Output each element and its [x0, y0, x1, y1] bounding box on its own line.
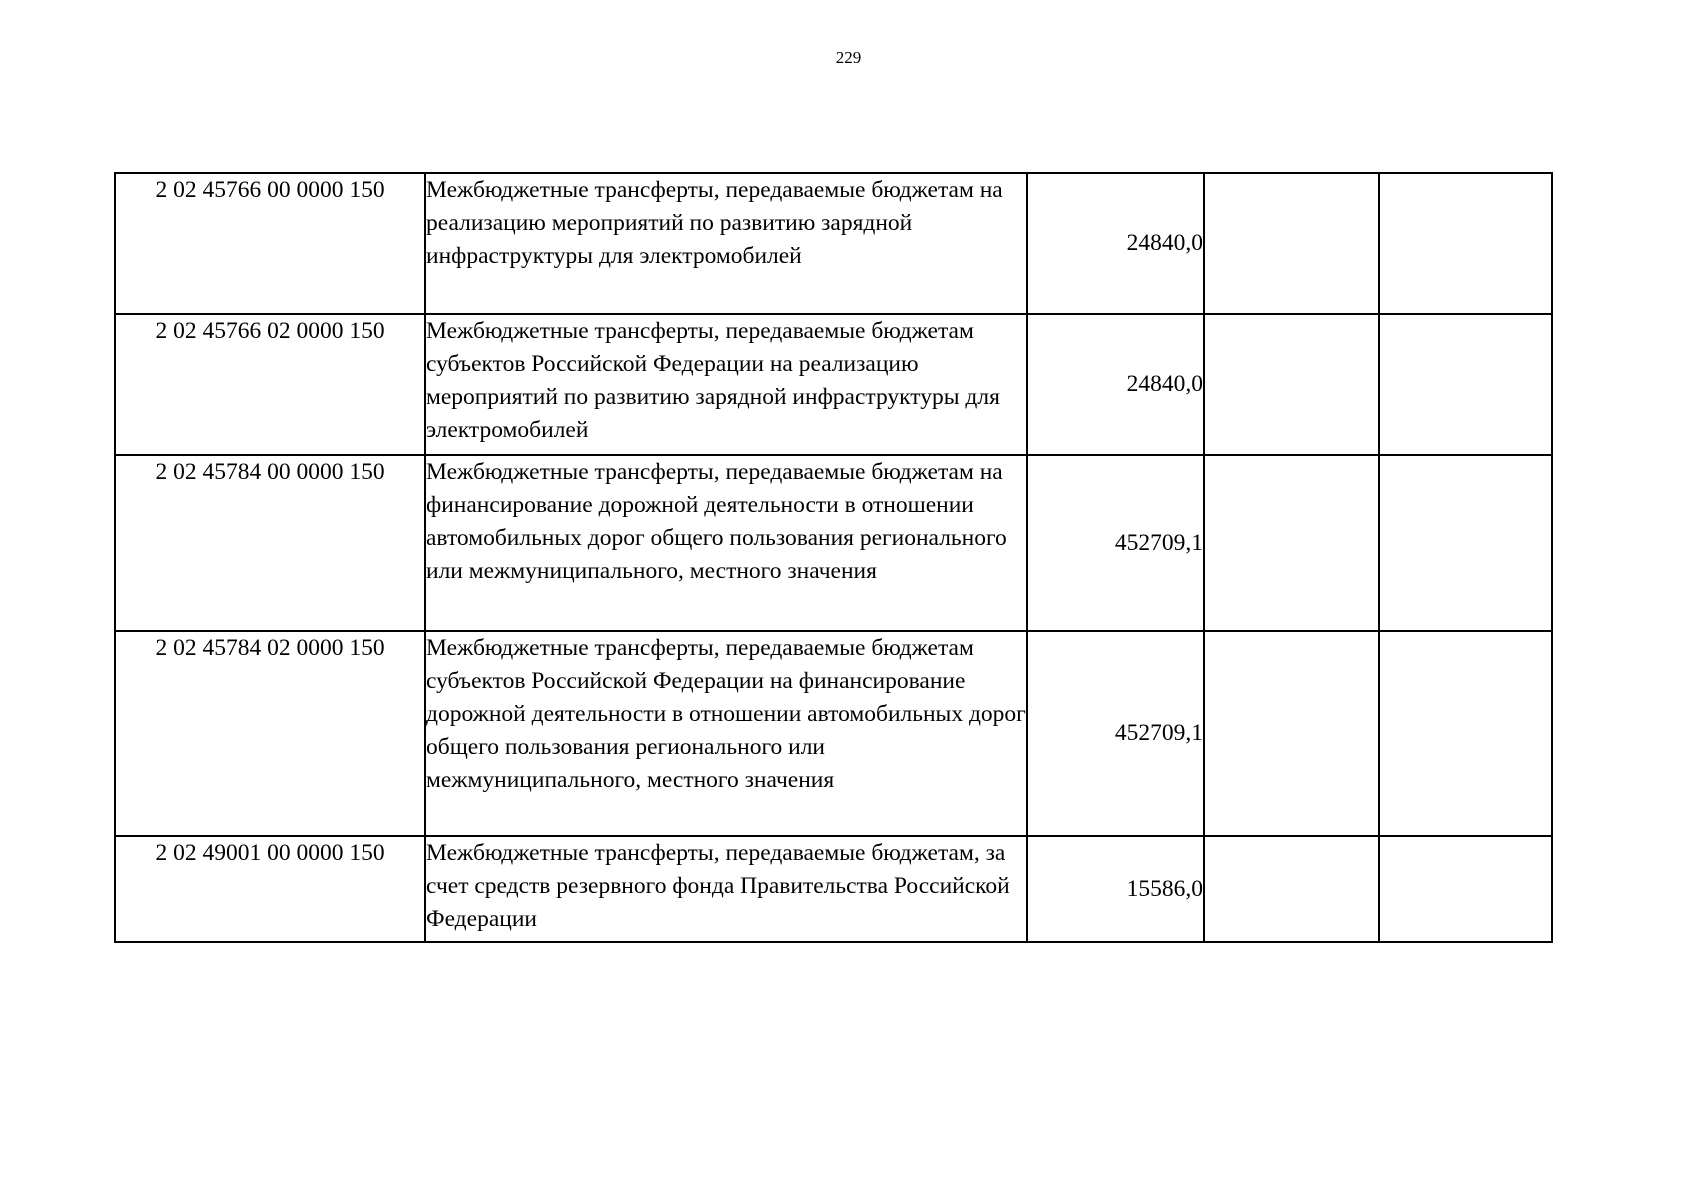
empty-cell — [1204, 455, 1379, 631]
description-cell: Межбюджетные трансферты, передаваемые бюджетам субъектов Российской Федерации на реализацию мероприятий по развитию зарядной инфраструктуры для электромобилей — [425, 314, 1027, 455]
page-number: 229 — [835, 48, 862, 67]
table-row — [115, 314, 1552, 455]
budget-code-cell: 2 02 45766 02 0000 150 — [115, 314, 425, 455]
table-row — [115, 455, 1552, 631]
empty-cell — [1379, 455, 1552, 631]
table-row — [115, 631, 1552, 836]
empty-cell — [1379, 173, 1552, 314]
table-row — [115, 836, 1552, 942]
amount-cell: 15586,0 — [1027, 836, 1204, 942]
budget-code-cell: 2 02 45766 00 0000 150 — [115, 173, 425, 314]
amount-cell: 452709,1 — [1027, 455, 1204, 631]
empty-cell — [1204, 631, 1379, 836]
amount-cell: 452709,1 — [1027, 631, 1204, 836]
table-row — [115, 173, 1552, 314]
amount-cell: 24840,0 — [1027, 173, 1204, 314]
empty-cell — [1379, 314, 1552, 455]
description-cell: Межбюджетные трансферты, передаваемые бюджетам, за счет средств резервного фонда Правительства Российской Федерации — [425, 836, 1027, 942]
description-cell: Межбюджетные трансферты, передаваемые бюджетам на реализацию мероприятий по развитию зарядной инфраструктуры для электромобилей — [425, 173, 1027, 314]
description-cell: Межбюджетные трансферты, передаваемые бюджетам на финансирование дорожной деятельности в отношении автомобильных дорог общего пользования регионального или межмуниципального, местного значения — [425, 455, 1027, 631]
empty-cell — [1204, 314, 1379, 455]
budget-code-cell: 2 02 45784 02 0000 150 — [115, 631, 425, 836]
empty-cell — [1204, 173, 1379, 314]
budget-code-cell: 2 02 49001 00 0000 150 — [115, 836, 425, 942]
budget-revenue-table — [114, 172, 1553, 943]
empty-cell — [1204, 836, 1379, 942]
empty-cell — [1379, 631, 1552, 836]
description-cell: Межбюджетные трансферты, передаваемые бюджетам субъектов Российской Федерации на финансирование дорожной деятельности в отношении автомобильных дорог общего пользования регионального или межмуниципального, местного значения — [425, 631, 1027, 836]
amount-cell: 24840,0 — [1027, 314, 1204, 455]
budget-code-cell: 2 02 45784 00 0000 150 — [115, 455, 425, 631]
empty-cell — [1379, 836, 1552, 942]
